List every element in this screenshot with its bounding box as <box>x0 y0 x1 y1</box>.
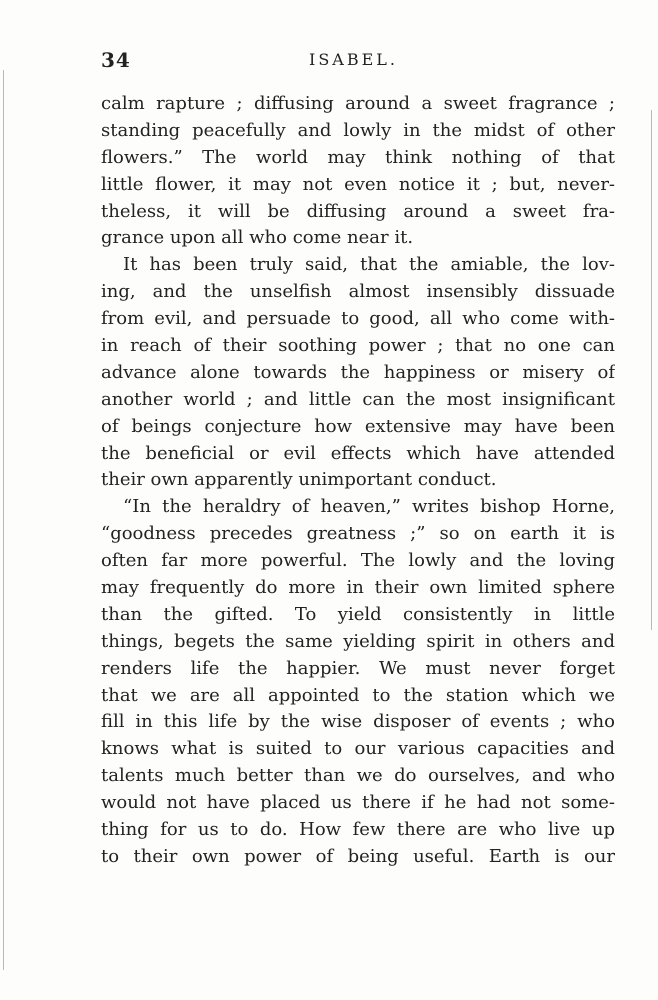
text-line: “goodness precedes greatness ;” so on earth it is <box>101 523 615 545</box>
text-line: “In the heraldry of heaven,” writes bishop Horne, <box>123 496 615 518</box>
text-line: another world ; and little can the most insignificant <box>101 388 615 410</box>
text-line: to their own power of being useful. Earth is our <box>101 845 615 867</box>
text-line: may frequently do more in their own limited sphere <box>101 577 615 599</box>
text-line: little flower, it may not even notice it ; but, never- <box>101 173 615 195</box>
text-line: from evil, and persuade to good, all who come with- <box>101 308 615 330</box>
running-head <box>101 48 613 78</box>
text-line: often far more powerful. The lowly and the loving <box>101 550 615 572</box>
text-line: It has been truly said, that the amiable, the lov- <box>123 254 615 276</box>
body-text <box>101 91 615 871</box>
page-edge-left <box>3 70 4 970</box>
text-line: of beings conjecture how extensive may have been <box>101 415 615 437</box>
running-title: ISABEL. <box>309 50 398 69</box>
text-line: their own apparently unimportant conduct. <box>101 469 497 491</box>
text-line: standing peacefully and lowly in the midst of other <box>101 119 615 141</box>
text-line: calm rapture ; diffusing around a sweet fragrance ; <box>101 93 615 114</box>
text-line: than the gifted. To yield consistently in little <box>101 603 615 625</box>
text-line: in reach of their soothing power ; that no one can <box>101 335 615 357</box>
text-line: would not have placed us there if he had not some- <box>101 792 615 814</box>
text-line: that we are all appointed to the station which we <box>101 684 615 706</box>
text-line: thing for us to do. How few there are who live up <box>101 819 615 841</box>
text-line: ing, and the unselfish almost insensibly dissuade <box>101 281 615 303</box>
text-line: fill in this life by the wise disposer of events ; who <box>101 711 615 733</box>
text-line: grance upon all who come near it. <box>101 227 414 249</box>
page-number: 34 <box>101 48 131 72</box>
text-line: things, begets the same yielding spirit in others and <box>101 630 615 652</box>
page-edge-right <box>651 110 652 630</box>
text-line: advance alone towards the happiness or misery of <box>101 361 615 383</box>
text-line: renders life the happier. We must never forget <box>101 657 615 679</box>
text-line: theless, it will be diffusing around a sweet fra- <box>101 200 615 222</box>
text-line: talents much better than we do ourselves, and who <box>101 765 615 787</box>
text-line: the beneficial or evil effects which have attended <box>101 442 615 464</box>
text-line: knows what is suited to our various capacities and <box>101 738 615 760</box>
text-line: flowers.” The world may think nothing of that <box>101 146 615 168</box>
